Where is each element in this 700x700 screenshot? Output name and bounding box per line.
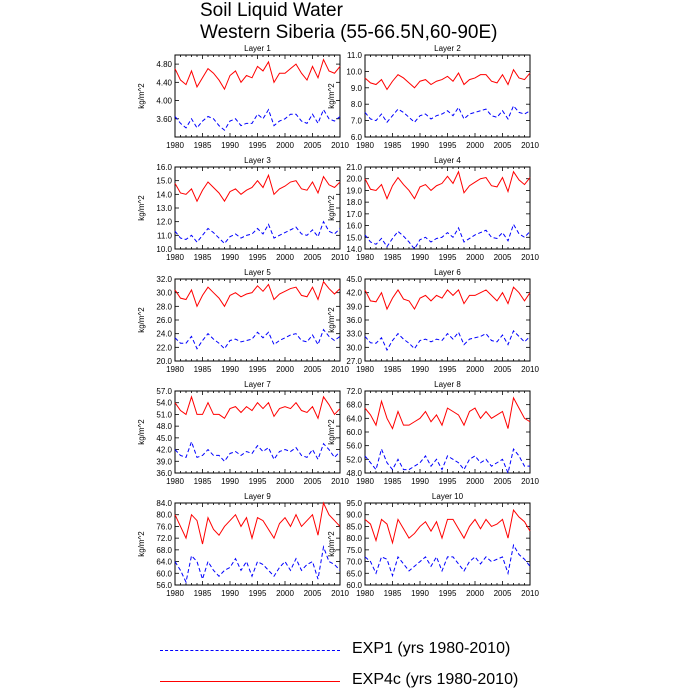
series-line-exp1 (175, 222, 340, 244)
x-tick-label: 1995 (248, 253, 267, 262)
y-tick-label: 10.0 (346, 67, 362, 77)
panel-title: Layer 9 (244, 492, 271, 501)
x-tick-label: 1985 (193, 477, 212, 486)
x-tick-label: 2010 (331, 589, 349, 598)
legend-label-exp4c: EXP4c (yrs 1980-2010) (352, 671, 519, 688)
y-tick-label: 16.0 (346, 221, 362, 231)
x-tick-label: 1980 (166, 477, 184, 486)
y-tick-label: 72.0 (156, 534, 172, 544)
x-tick-label: 1985 (383, 253, 402, 262)
legend-label-exp1: EXP1 (yrs 1980-2010) (352, 640, 511, 657)
x-tick-label: 2005 (493, 141, 512, 150)
y-tick-label: 24.0 (156, 329, 172, 339)
x-tick-label: 2005 (493, 477, 512, 486)
chart-panel-9 (137, 492, 349, 598)
x-tick-label: 1980 (166, 141, 184, 150)
y-tick-label: 20.0 (346, 174, 362, 184)
x-tick-label: 1995 (248, 477, 267, 486)
x-tick-label: 2005 (303, 365, 322, 374)
y-tick-label: 52.0 (346, 455, 362, 465)
y-tick-label: 36.0 (156, 469, 172, 478)
y-tick-label: 8.0 (350, 100, 362, 110)
x-tick-label: 2000 (466, 141, 484, 150)
y-tick-label: 68.0 (156, 545, 172, 555)
chart-panel-3 (137, 156, 349, 262)
y-tick-label: 4.40 (156, 78, 172, 88)
x-tick-label: 1980 (356, 477, 374, 486)
panel-title: Layer 7 (244, 380, 271, 389)
series-line-exp1 (175, 442, 340, 462)
y-tick-label: 14.0 (156, 190, 172, 200)
y-tick-label: 60.0 (346, 581, 362, 590)
x-tick-label: 1990 (411, 365, 429, 374)
y-tick-label: 16.0 (156, 163, 172, 172)
y-tick-label: 56.0 (346, 441, 362, 451)
y-tick-label: 45.0 (156, 433, 172, 443)
chart-title: Soil Liquid Water (200, 0, 343, 21)
chart-panel-5 (137, 268, 349, 374)
y-tick-label: 60.0 (156, 569, 172, 579)
y-tick-label: 20.0 (156, 357, 172, 366)
y-tick-label: 21.0 (346, 163, 362, 172)
panel-title: Layer 10 (431, 492, 464, 501)
y-tick-label: 51.0 (156, 410, 172, 420)
y-tick-label: 90.0 (346, 510, 362, 520)
x-tick-label: 2000 (276, 253, 294, 262)
y-tick-label: 75.0 (346, 545, 362, 555)
y-axis-label: kg/m^2 (137, 419, 146, 445)
y-tick-label: 9.0 (350, 83, 362, 93)
chart-panel-8 (327, 380, 539, 486)
y-tick-label: 32.0 (156, 275, 172, 284)
series-line-exp4c (365, 510, 530, 543)
x-tick-label: 1985 (193, 253, 212, 262)
x-tick-label: 1995 (248, 365, 267, 374)
x-tick-label: 1995 (438, 589, 457, 598)
x-tick-label: 2005 (303, 141, 322, 150)
y-tick-label: 48.0 (156, 422, 172, 432)
y-tick-label: 95.0 (346, 499, 362, 508)
chart-panel-7 (137, 380, 349, 486)
y-axis-label: kg/m^2 (137, 83, 146, 109)
y-tick-label: 39.0 (156, 457, 172, 467)
x-tick-label: 1990 (411, 253, 429, 262)
x-tick-label: 1990 (221, 477, 239, 486)
series-line-exp1 (175, 547, 340, 582)
plot-frame (365, 279, 530, 361)
series-line-exp1 (365, 331, 530, 350)
y-tick-label: 33.0 (346, 329, 362, 339)
x-tick-label: 1980 (356, 141, 374, 150)
x-tick-label: 2010 (521, 589, 539, 598)
x-tick-label: 1985 (193, 589, 212, 598)
y-tick-label: 4.80 (156, 60, 172, 70)
x-tick-label: 1990 (221, 253, 239, 262)
y-tick-label: 11.0 (157, 231, 172, 241)
legend-line-exp4c (160, 681, 340, 682)
y-tick-label: 80.0 (156, 510, 172, 520)
x-tick-label: 1995 (438, 141, 457, 150)
legend-line-exp1 (160, 650, 340, 651)
x-tick-label: 1980 (356, 365, 374, 374)
y-tick-label: 64.0 (156, 557, 172, 567)
y-tick-label: 11.0 (347, 51, 362, 60)
series-line-exp4c (175, 503, 340, 544)
y-tick-label: 42.0 (346, 288, 362, 298)
y-tick-label: 18.0 (346, 198, 362, 208)
panel-title: Layer 6 (434, 268, 461, 277)
x-tick-label: 2005 (303, 589, 322, 598)
y-tick-label: 17.0 (346, 209, 362, 219)
y-tick-label: 54.0 (156, 398, 172, 408)
x-tick-label: 1985 (383, 141, 402, 150)
x-tick-label: 2005 (493, 589, 512, 598)
series-line-exp4c (175, 282, 340, 307)
plot-frame (175, 503, 340, 585)
x-tick-label: 2010 (521, 141, 539, 150)
panel-title: Layer 3 (244, 156, 271, 165)
x-tick-label: 2010 (331, 477, 349, 486)
series-line-exp1 (175, 330, 340, 349)
y-tick-label: 39.0 (346, 302, 362, 312)
y-tick-label: 15.0 (346, 233, 362, 243)
plot-frame (175, 167, 340, 249)
x-tick-label: 2000 (466, 365, 484, 374)
y-axis-label: kg/m^2 (327, 83, 336, 109)
y-tick-label: 70.0 (346, 557, 362, 567)
x-tick-label: 1995 (248, 589, 267, 598)
chart-panel-6 (327, 268, 539, 374)
x-tick-label: 2010 (521, 253, 539, 262)
y-tick-label: 72.0 (346, 387, 362, 396)
series-line-exp4c (175, 60, 340, 90)
y-tick-label: 12.0 (156, 217, 172, 227)
series-line-exp1 (365, 106, 530, 122)
x-tick-label: 2005 (493, 365, 512, 374)
y-axis-label: kg/m^2 (327, 195, 336, 221)
y-tick-label: 36.0 (346, 316, 362, 325)
x-tick-label: 1990 (221, 365, 239, 374)
x-tick-label: 1990 (221, 589, 239, 598)
y-tick-label: 30.0 (346, 343, 362, 353)
x-tick-label: 1980 (356, 589, 374, 598)
series-line-exp4c (365, 287, 530, 309)
series-line-exp1 (365, 545, 530, 575)
y-tick-label: 14.0 (346, 245, 362, 254)
x-tick-label: 1990 (411, 141, 429, 150)
y-tick-label: 64.0 (346, 414, 362, 424)
y-tick-label: 60.0 (346, 428, 362, 437)
y-tick-label: 57.0 (156, 387, 172, 396)
panel-title: Layer 8 (434, 380, 461, 389)
y-tick-label: 42.0 (156, 445, 172, 455)
series-line-exp4c (175, 175, 340, 201)
x-tick-label: 1985 (193, 365, 212, 374)
y-tick-label: 19.0 (346, 186, 362, 196)
y-axis-label: kg/m^2 (327, 307, 336, 333)
y-tick-label: 22.0 (156, 343, 172, 353)
y-tick-label: 7.0 (350, 116, 362, 126)
x-tick-label: 1980 (166, 589, 184, 598)
panel-title: Layer 1 (244, 44, 271, 53)
y-tick-label: 15.0 (156, 176, 172, 186)
series-line-exp4c (365, 172, 530, 199)
series-line-exp4c (365, 70, 530, 90)
x-tick-label: 2005 (493, 253, 512, 262)
panel-title: Layer 4 (434, 156, 461, 165)
panel-title: Layer 5 (244, 268, 271, 277)
x-tick-label: 1990 (411, 589, 429, 598)
y-tick-label: 3.60 (156, 114, 172, 124)
x-tick-label: 1985 (383, 477, 402, 486)
y-tick-label: 48.0 (346, 469, 362, 478)
x-tick-label: 1980 (166, 365, 184, 374)
y-tick-label: 68.0 (346, 400, 362, 410)
chart-subtitle: Western Siberia (55-66.5N,60-90E) (200, 22, 498, 43)
x-tick-label: 2010 (521, 477, 539, 486)
x-tick-label: 2000 (466, 253, 484, 262)
x-tick-label: 2000 (276, 477, 294, 486)
x-tick-label: 1990 (411, 477, 429, 486)
x-tick-label: 1980 (356, 253, 374, 262)
x-tick-label: 1995 (248, 141, 267, 150)
y-tick-label: 10.0 (156, 245, 172, 254)
y-tick-label: 26.0 (156, 316, 172, 325)
y-axis-label: kg/m^2 (137, 307, 146, 333)
x-tick-label: 2000 (276, 589, 294, 598)
y-tick-label: 85.0 (346, 522, 362, 532)
x-tick-label: 2005 (303, 477, 322, 486)
y-tick-label: 4.00 (156, 96, 172, 106)
x-tick-label: 2000 (466, 477, 484, 486)
plot-frame (365, 391, 530, 473)
y-axis-label: kg/m^2 (137, 195, 146, 221)
x-tick-label: 2010 (331, 365, 349, 374)
x-tick-label: 1995 (438, 477, 457, 486)
x-tick-label: 2010 (521, 365, 539, 374)
x-tick-label: 2010 (331, 253, 349, 262)
series-line-exp4c (365, 398, 530, 429)
series-line-exp1 (175, 110, 340, 131)
x-tick-label: 1980 (166, 253, 184, 262)
y-tick-label: 45.0 (346, 275, 362, 284)
y-tick-label: 76.0 (156, 522, 172, 532)
chart-panel-1 (137, 44, 349, 150)
y-axis-label: kg/m^2 (137, 531, 146, 557)
chart-panel-2 (327, 44, 539, 150)
series-line-exp4c (175, 397, 340, 418)
y-axis-label: kg/m^2 (327, 419, 336, 445)
y-tick-label: 13.0 (156, 204, 172, 213)
x-tick-label: 2005 (303, 253, 322, 262)
x-tick-label: 2000 (276, 365, 294, 374)
x-tick-label: 2000 (466, 589, 484, 598)
y-tick-label: 56.0 (156, 581, 172, 590)
x-tick-label: 1995 (438, 365, 457, 374)
y-tick-label: 6.0 (350, 133, 362, 142)
y-axis-label: kg/m^2 (327, 531, 336, 557)
x-tick-label: 1995 (438, 253, 457, 262)
plot-frame (175, 279, 340, 361)
y-tick-label: 80.0 (346, 534, 362, 544)
x-tick-label: 1990 (221, 141, 239, 150)
x-tick-label: 2010 (331, 141, 349, 150)
y-tick-label: 65.0 (346, 569, 362, 579)
chart-panel-4 (327, 156, 539, 262)
x-tick-label: 1985 (193, 141, 212, 150)
plot-frame (365, 55, 530, 137)
y-tick-label: 27.0 (346, 357, 362, 366)
chart-panel-10 (327, 492, 539, 598)
panel-title: Layer 2 (434, 44, 461, 53)
y-tick-label: 84.0 (156, 499, 172, 508)
y-tick-label: 28.0 (156, 302, 172, 312)
plot-frame (365, 503, 530, 585)
x-tick-label: 1985 (383, 589, 402, 598)
x-tick-label: 2000 (276, 141, 294, 150)
y-tick-label: 30.0 (156, 288, 172, 298)
x-tick-label: 1985 (383, 365, 402, 374)
